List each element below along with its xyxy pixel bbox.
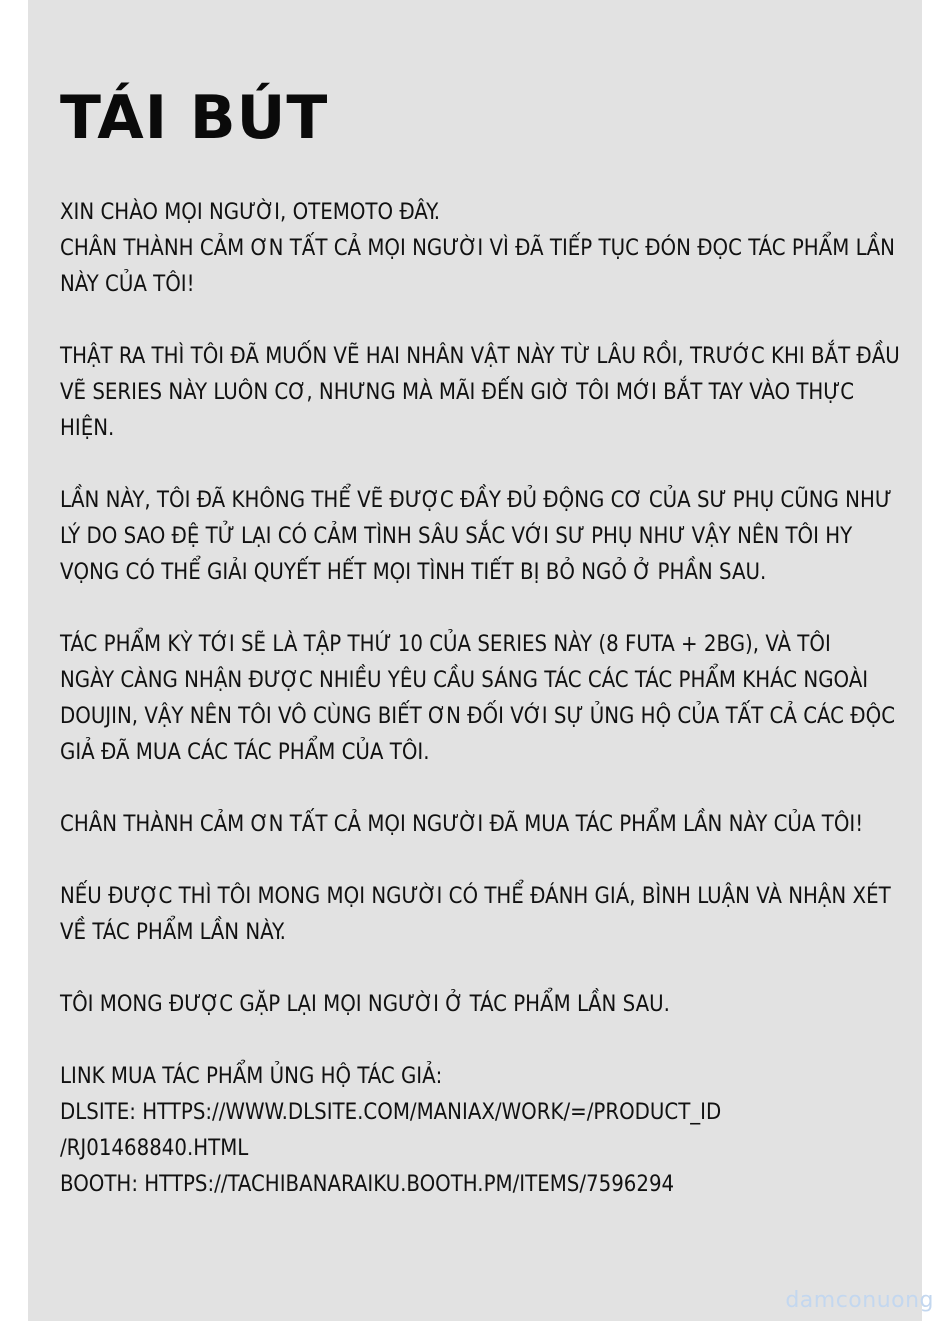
paragraph-motivation bbox=[60, 483, 902, 591]
dlsite-link: DLSITE: HTTPS://WWW.DLSITE.COM/MANIAX/WORK/=/PRODUCT_ID bbox=[60, 1100, 722, 1125]
text-line: NẾU ĐƯỢC THÌ TÔI MONG MỌI NGƯỜI CÓ THỂ ĐÁNH GIÁ, BÌNH LUẬN VÀ NHẬN XÉT bbox=[60, 884, 891, 909]
links-heading: LINK MUA TÁC PHẨM ỦNG HỘ TÁC GIẢ: bbox=[60, 1064, 443, 1089]
paragraph-thanks bbox=[60, 807, 902, 843]
paragraph-links bbox=[60, 1059, 902, 1203]
text-line: DOUJIN, VẬY NÊN TÔI VÔ CÙNG BIẾT ƠN ĐỐI VỚI SỰ ỦNG HỘ CỦA TẤT CẢ CÁC ĐỘC bbox=[60, 704, 896, 729]
paragraph-feedback bbox=[60, 879, 902, 951]
text-line: NÀY CỦA TÔI! bbox=[60, 272, 195, 297]
paragraph-characters bbox=[60, 339, 902, 447]
text-line: VẼ SERIES NÀY LUÔN CƠ, NHƯNG MÀ MÃI ĐẾN GIỜ TÔI MỚI BẮT TAY VÀO THỰC bbox=[60, 380, 855, 405]
paragraph-farewell bbox=[60, 987, 902, 1023]
text-line: VỌNG CÓ THỂ GIẢI QUYẾT HẾT MỌI TÌNH TIẾT BỊ BỎ NGỎ Ở PHẦN SAU. bbox=[60, 560, 767, 585]
booth-link: BOOTH: HTTPS://TACHIBANARAIKU.BOOTH.PM/ITEMS/7596294 bbox=[60, 1172, 675, 1197]
text-line: LÝ DO SAO ĐỆ TỬ LẠI CÓ CẢM TÌNH SÂU SẮC VỚI SƯ PHỤ NHƯ VẬY NÊN TÔI HY bbox=[60, 524, 853, 549]
site-watermark: damconuong bbox=[785, 1288, 934, 1313]
text-line: TÔI MONG ĐƯỢC GẶP LẠI MỌI NGƯỜI Ở TÁC PHẨM LẦN SAU. bbox=[60, 992, 670, 1017]
text-line: GIẢ ĐÃ MUA CÁC TÁC PHẨM CỦA TÔI. bbox=[60, 740, 430, 765]
page-title: TÁI BÚT bbox=[60, 83, 329, 153]
text-line: CHÂN THÀNH CẢM ƠN TẤT CẢ MỌI NGƯỜI VÌ ĐÃ TIẾP TỤC ĐÓN ĐỌC TÁC PHẨM LẦN bbox=[60, 236, 895, 261]
text-line: HIỆN. bbox=[60, 416, 115, 441]
dlsite-link-continued: /RJ01468840.HTML bbox=[60, 1136, 249, 1161]
text-line: VỀ TÁC PHẨM LẦN NÀY. bbox=[60, 920, 286, 945]
afterword-body bbox=[60, 195, 902, 1239]
text-line: XIN CHÀO MỌI NGƯỜI, OTEMOTO ĐÂY. bbox=[60, 200, 441, 225]
text-line: THẬT RA THÌ TÔI ĐÃ MUỐN VẼ HAI NHÂN VẬT NÀY TỪ LÂU RỒI, TRƯỚC KHI BẮT ĐẦU bbox=[60, 344, 900, 369]
paragraph-greeting bbox=[60, 195, 902, 303]
text-line: CHÂN THÀNH CẢM ƠN TẤT CẢ MỌI NGƯỜI ĐÃ MUA TÁC PHẨM LẦN NÀY CỦA TÔI! bbox=[60, 812, 864, 837]
text-line: TÁC PHẨM KỲ TỚI SẼ LÀ TẬP THỨ 10 CỦA SERIES NÀY (8 FUTA + 2BG), VÀ TÔI bbox=[60, 632, 831, 657]
paragraph-next-work bbox=[60, 627, 902, 771]
text-line: NGÀY CÀNG NHẬN ĐƯỢC NHIỀU YÊU CẦU SÁNG TÁC CÁC TÁC PHẨM KHÁC NGOÀI bbox=[60, 668, 869, 693]
text-line: LẦN NÀY, TÔI ĐÃ KHÔNG THỂ VẼ ĐƯỢC ĐẦY ĐỦ ĐỘNG CƠ CỦA SƯ PHỤ CŨNG NHƯ bbox=[60, 488, 892, 513]
